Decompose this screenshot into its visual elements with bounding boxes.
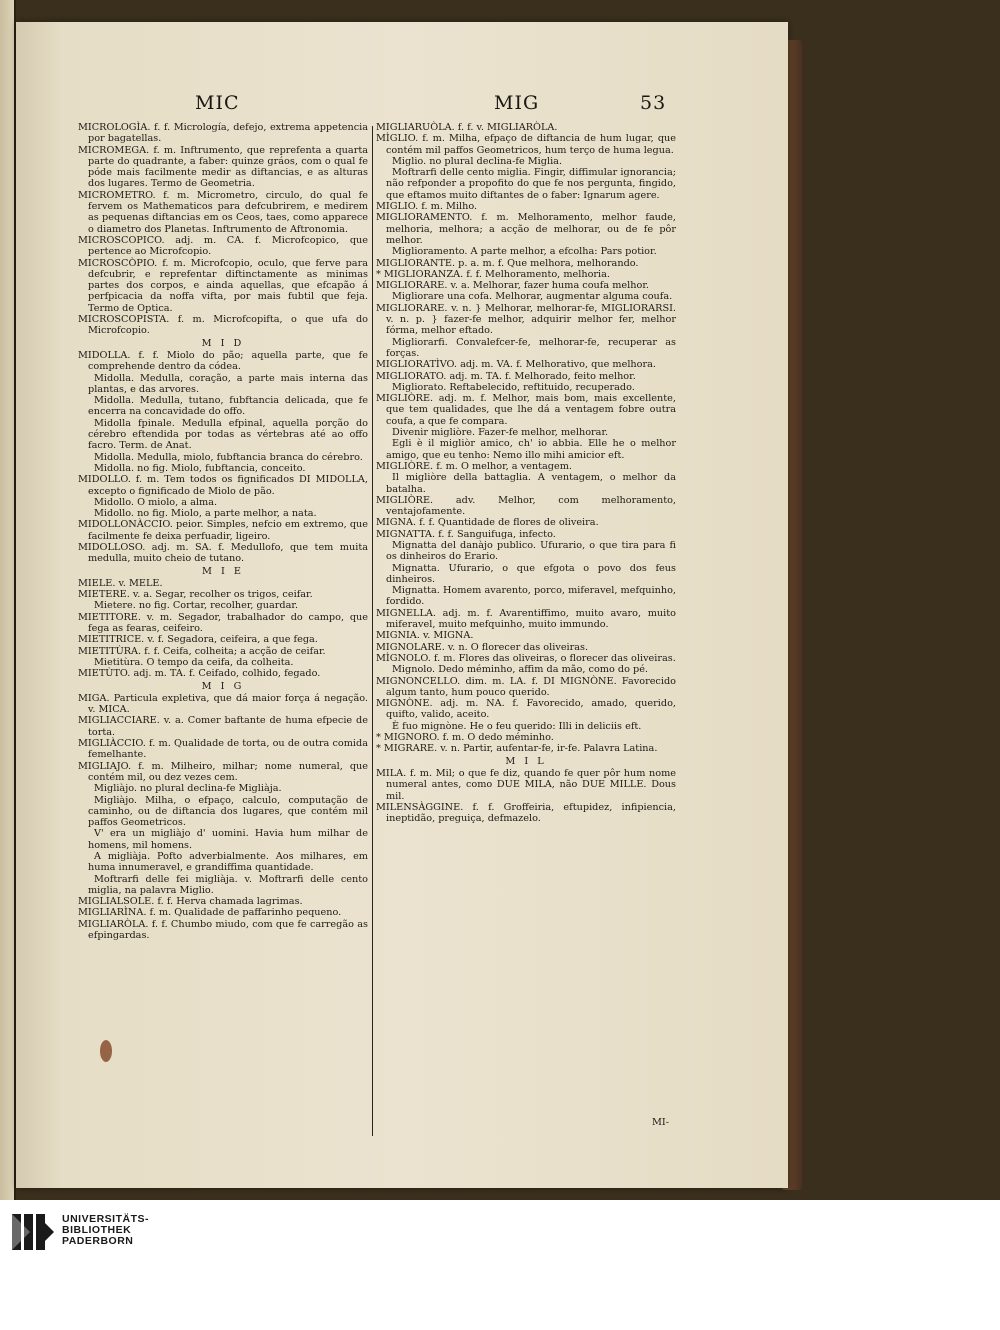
section-heading: M I E xyxy=(202,565,244,577)
dictionary-subentry: Migliorarfi. Convalefcer-fe, melhorar-fe, recuperar as forças. xyxy=(386,336,676,359)
dictionary-subentry: Mietitùra. O tempo da ceifa, da colheita. xyxy=(94,656,294,668)
dictionary-entry: MIGLIORARE. v. a. Melhorar, fazer huma coufa melhor. xyxy=(376,280,649,292)
dictionary-entry: MILA. f. m. Mil; o que fe diz, quando fe quer pôr hum nome numeral antes, como DUE MILA, não DUE MILLE. Dous mil. xyxy=(376,767,676,802)
dictionary-entry: MIGLIÒRE. f. m. O melhor, a ventagem. xyxy=(376,460,572,472)
dictionary-subentry: Il migliòre della battaglia. A ventagem, o melhor da batalha. xyxy=(386,472,676,495)
header-left: MIC xyxy=(195,92,240,114)
dictionary-entry: MICROMEGA. f. m. Inftrumento, que reprefenta a quarta parte do quadrante, a faber: quinze gráos, com o qual fe póde mais facilmente medir as diftancias, e as alturas dos lugares. Termo de Geometria. xyxy=(78,144,368,190)
header-center: MIG xyxy=(494,92,540,114)
dictionary-entry: MIGNONCELLO. dim. m. LA. f. DI MIGNÒNE. Favorecido algum tanto, hum pouco querido. xyxy=(376,675,676,698)
dictionary-subentry: Miglioramento. A parte melhor, a efcolha: Pars potior. xyxy=(392,246,657,258)
section-heading: M I L xyxy=(505,755,547,767)
dictionary-subentry: Mietere. no fig. Cortar, recolher, guardar. xyxy=(94,600,299,612)
dictionary-entry: MIDOLLA. f. f. Miolo do pão; aquella parte, que fe comprehende dentro da códea. xyxy=(78,349,368,373)
dictionary-entry: MIGLIORATÌVO. adj. m. VA. f. Melhorativo, que melhora. xyxy=(376,359,656,371)
dictionary-subentry: Mignatta. Ufurario, o que efgota o povo dos feus dinheiros. xyxy=(386,562,676,585)
dictionary-entry: MIGLIÀCCIO. f. m. Qualidade de torta, ou de outra comida femelhante. xyxy=(78,738,368,761)
dictionary-entry: MIGLIORARE. v. n. } Melhorar, melhorar-fe, MIGLIORARSI. v. n. p. } fazer-fe melhor, adquirir melhor fer, melhor fórma, melhor eftado. xyxy=(376,302,676,337)
dictionary-entry: MÌGNOLO. f. m. Flores das oliveiras, o florecer das oliveiras. xyxy=(376,652,676,664)
dictionary-entry: MIDOLLO. f. m. Tem todos os fignificados DI MIDOLLA, excepto o fignificado de Miolo de pão. xyxy=(78,474,368,497)
library-line-2: BIBLIOTHEK xyxy=(62,1224,132,1236)
dictionary-entry: MIGLIORATO. adj. m. TA. f. Melhorado, feito melhor. xyxy=(376,370,636,382)
dictionary-entry: MIGLIALSOLE. f. f. Herva chamada lagrimas. xyxy=(78,896,303,908)
dictionary-entry: MIGLIARÌNA. f. m. Qualidade de paffarinho pequeno. xyxy=(78,907,342,919)
dictionary-entry: MILENSÀGGINE. f. f. Groffeiria, eftupidez, infipiencia, ineptidão, preguiça, defmazelo. xyxy=(376,801,676,825)
footer xyxy=(0,1200,1000,1330)
dictionary-entry: MIGNATTA. f. f. Sanguifuga, infecto. xyxy=(376,528,556,540)
dictionary-subentry: Midolla. Medulla, tutano, fubftancia delicada, que fe encerra na concavidade do offo. xyxy=(88,395,368,418)
dictionary-subentry: Mignatta. Homem avarento, porco, miferavel, mefquinho, fordido. xyxy=(386,585,676,608)
dictionary-subentry: Migliàjo. no plural declina-fe Migliàja. xyxy=(94,783,282,795)
dictionary-entry: MIETITÙRA. f. f. Ceifa, colheita; a acção de ceifar. xyxy=(78,645,326,657)
dictionary-subentry: Egli è il migliòr amico, ch' io abbia. Elle he o melhor amigo, que eu tenho: Nemo illo mihi amicior eft. xyxy=(386,438,676,461)
dictionary-subentry: Moftrarfi delle fei migliàja. v. Moftrarfi delle cento miglia, na palavra Miglio. xyxy=(88,873,368,896)
dictionary-subentry: Midolla. no fig. Miolo, fubftancia, conceito. xyxy=(94,462,306,474)
dictionary-entry: MÌGLIO. f. m. Milha, efpaço de diftancia de hum lugar, que contém mil paffos Geometricos, hum terço de huma legua. xyxy=(376,133,676,156)
section-heading: M I G xyxy=(201,680,245,692)
dictionary-subentry: Midolla. Medulla, miolo, fubftancia branca do cérebro. xyxy=(94,451,363,463)
dictionary-subentry: Migliorare una cofa. Melhorar, augmentar alguma coufa. xyxy=(392,291,673,303)
dictionary-subentry: Moftrarfi delle cento miglia. Fingir, diffimular ignorancia; não refponder a propofito do que fe nos pergunta, fingido, que eftamos muito diftantes de o faber: Ignarum agere. xyxy=(386,167,676,201)
dictionary-subentry: Mignolo. Dedo méminho, affim da mão, como do pé. xyxy=(392,664,649,676)
dictionary-entry: MIGLIORANTE. p. a. m. f. Que melhora, melhorando. xyxy=(376,257,639,269)
dictionary-entry: * MIGRARE. v. n. Partir, aufentar-fe, ir-fe. Palavra Latina. xyxy=(376,743,658,755)
dictionary-subentry: Divenir migliòre. Fazer-fe melhor, melhorar. xyxy=(392,427,609,439)
library-line-1: UNIVERSITÄTS- xyxy=(62,1213,150,1225)
dictionary-subentry: Midolla. Medulla, coração, a parte mais interna das plantas, e das arvores. xyxy=(88,372,368,395)
dictionary-entry: MIGNA. f. f. Quantidade de flores de oliveira. xyxy=(376,517,599,529)
catchword: MI- xyxy=(652,1117,670,1128)
library-logo-icon xyxy=(10,1212,54,1252)
dictionary-entry: MICROSCÒPIO. f. m. Microfcopio, oculo, que ferve para defcubrir, e reprefentar diftinctamente as minimas partes dos corpos, e ainda aquellas, que efcapão á perfpicacia da noffa vifta, por mais fubtil que feja. Termo de Optica. xyxy=(78,257,368,314)
dictionary-entry: MICROSCOPICO. adj. m. CA. f. Microfcopico, que pertence ao Microfcopio. xyxy=(78,234,368,258)
library-line-3: PADERBORN xyxy=(62,1235,134,1247)
dictionary-entry: MIGLIAJO. f. m. Milheiro, milhar; nome numeral, que contém mil, ou dez vezes cem. xyxy=(78,760,368,783)
dictionary-entry: MIGLIÒRE. adv. Melhor, com melhoramento, ventajofamente. xyxy=(376,494,676,518)
dictionary-subentry: Midollo. no fig. Miolo, a parte melhor, a nata. xyxy=(94,508,317,520)
dictionary-subentry: È fuo mignòne. He o feu querido: Illi in deliciis eft. xyxy=(392,720,642,732)
dictionary-entry: MIGLIACCIARE. v. a. Comer baftante de huma efpecie de torta. xyxy=(78,715,368,738)
dictionary-subentry: Migliorato. Reftabelecido, reftituido, recuperado. xyxy=(392,381,635,393)
dictionary-subentry: Midollo. O miolo, a alma. xyxy=(94,496,218,508)
section-heading: M I D xyxy=(201,337,245,349)
dictionary-entry: MIDOLLONÀCCIO. peior. Simples, nefcio em extremo, que facilmente fe deixa perfuadir, ligeiro. xyxy=(78,519,368,542)
dictionary-entry: MIETÙTO. adj. m. TA. f. Ceifado, colhido, fegado. xyxy=(78,668,321,680)
dictionary-entry: MIGLIO. f. m. Milho. xyxy=(376,201,478,213)
dictionary-subentry: Migliàjo. Milha, o efpaço, calculo, computação de caminho, ou de diftancia dos lugares, que contém mil paffos Geometricos. xyxy=(88,794,368,829)
dictionary-entry: MIGLIARÒLA. f. f. Chumbo miudo, com que fe carregão as efpingardas. xyxy=(78,918,368,942)
ink-stain xyxy=(100,1040,112,1062)
dictionary-subentry: Mignatta del danàjo publico. Ufurario, o que tira para fi os dinheiros do Erario. xyxy=(386,539,676,563)
dictionary-entry: MIGNIA. v. MIGNA. xyxy=(376,630,474,642)
dictionary-entry: MIGLIORAMENTO. f. m. Melhoramento, melhor faude, melhoria, melhora; a acção de melhorar, ou de fe pôr melhor. xyxy=(376,212,676,246)
dictionary-entry: MIGA. Particula expletiva, que dá maior força á negação. v. MICA. xyxy=(78,692,368,716)
dictionary-subentry: V' era un migliàjo d' uomini. Havia hum milhar de homens, mil homens. xyxy=(88,828,368,851)
library-name xyxy=(62,1214,149,1247)
dictionary-entry: MICROMETRO. f. m. Micrometro, circulo, do qual fe fervem os Mathematicos para defcubrirem, e medirem as pequenas diftancias em os Ceos, taes, como apparece o diametro dos Planetas. Inftrumento de Aftronomia. xyxy=(78,189,368,235)
dictionary-entry: * MIGLIORANZA. f. f. Melhoramento, melhoria. xyxy=(376,268,611,280)
page-number: 53 xyxy=(640,92,667,114)
right-column xyxy=(376,122,676,824)
column-divider xyxy=(372,126,373,1136)
dictionary-entry: MIGNOLARE. v. n. O florecer das oliveiras. xyxy=(376,641,589,653)
dictionary-entry: MIETITRICE. v. f. Segadora, ceifeira, a que fega. xyxy=(78,634,318,646)
dictionary-subentry: A migliàja. Pofto adverbialmente. Aos milhares, em huma innumeravel, e grandiffima quantidade. xyxy=(88,851,368,874)
dictionary-entry: MIGNÒNE. adj. m. NA. f. Favorecido, amado, querido, quifto, valido, aceito. xyxy=(376,698,676,721)
dictionary-entry: MIDOLLOSO. adj. m. SA. f. Medullofo, que tem muita medulla, muito cheio de tutano. xyxy=(78,541,368,565)
dictionary-subentry: Miglio. no plural declina-fe Miglia. xyxy=(392,155,563,167)
dictionary-subentry: Midolla fpinale. Medulla efpinal, aquella porção do cérebro eftendida por todas as vértebras até ao offo facro. Term. de Anat. xyxy=(88,417,368,452)
dictionary-entry: MIGLIÒRE. adj. m. f. Melhor, mais bom, mais excellente, que tem qualidades, que lhe dá a ventagem fobre outra coufa, a que fe compara. xyxy=(376,393,676,427)
dictionary-entry: MIETITORE. v. m. Segador, trabalhador do campo, que fega as fearas, ceifeiro. xyxy=(78,611,368,635)
left-page-edge xyxy=(0,0,16,1200)
dictionary-entry: * MIGNORO. f. m. O dedo méminho. xyxy=(376,732,554,744)
dictionary-entry: MICROLOGÌA. f. f. Micrología, defejo, extrema appetencia por bagatellas. xyxy=(78,122,368,145)
dictionary-entry: MIGNELLA. adj. m. f. Avarentiffimo, muito avaro, muito miferavel, muito mefquinho, muito immundo. xyxy=(376,607,676,631)
left-column xyxy=(78,122,368,941)
dictionary-entry: MIGLIARUÒLA. f. f. v. MIGLIARÒLA. xyxy=(376,122,558,133)
dictionary-entry: MIETERE. v. a. Segar, recolher os trigos, ceifar. xyxy=(78,589,313,601)
dictionary-entry: MIELE. v. MELE. xyxy=(78,577,163,589)
dictionary-entry: MICROSCOPISTA. f. m. Microfcopifta, o que ufa do Microfcopio. xyxy=(78,314,368,337)
